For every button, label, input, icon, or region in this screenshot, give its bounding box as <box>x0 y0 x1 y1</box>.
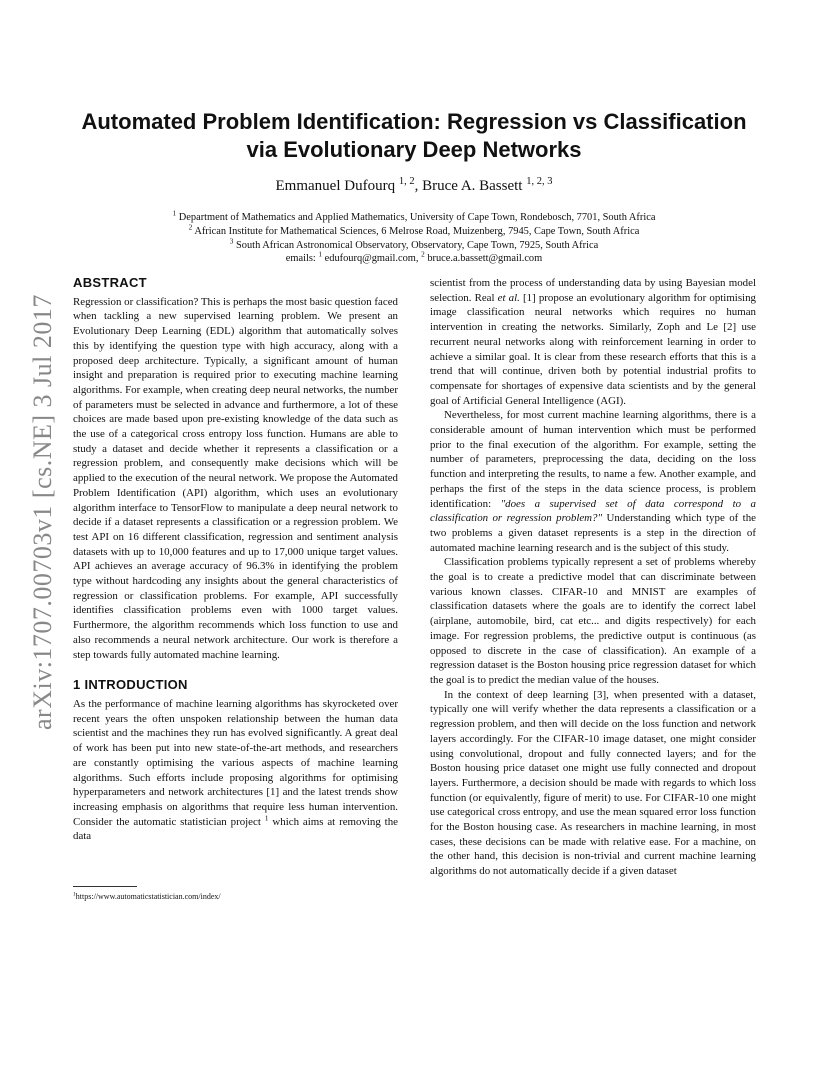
paragraph-text: Understanding which type of the two problems a given dataset represents is a step in the direction of automated machine learning research and is the subject of this study. <box>430 512 756 554</box>
author-affiliation-marks: 1, 2, 3 <box>526 176 553 187</box>
email-mark: 1 <box>318 250 323 259</box>
emphasis-text: et al. <box>497 291 520 304</box>
author-affiliation-marks: 1, 2 <box>398 176 415 187</box>
email-address[interactable]: bruce.a.bassett@gmail.com <box>427 253 543 265</box>
affiliation-line <box>0 225 828 239</box>
paragraph-text: Nevertheless, for most current machine learning algorithms, there is a considerable amount of human intervention which must be performed prior to the final execution of the algorithm. For example, setting the number of parameters, preprocessing the data, deciding on the loss function and interpreting the results, to name a few. Another example, and perhaps the first of the steps in the data science process, is problem identification: <box>430 409 756 510</box>
introduction-heading: 1 INTRODUCTION <box>73 677 188 693</box>
right-column <box>430 276 756 879</box>
arxiv-identifier: arXiv:1707.00703v1 [cs.NE] 3 Jul 2017 <box>28 294 57 730</box>
affiliations <box>0 211 828 266</box>
emphasis-text: "does a supervised set of data correspond to a classification or regression problem?" <box>430 497 756 525</box>
abstract-heading: ABSTRACT <box>73 275 147 290</box>
affiliation-mark: 3 <box>229 237 234 246</box>
paragraph <box>430 276 756 408</box>
intro-text: which aims at removing the data <box>73 815 398 843</box>
email-mark: 2 <box>421 250 425 259</box>
email-address[interactable]: edufourq@gmail.com, <box>324 253 419 265</box>
affiliation-line <box>0 239 828 253</box>
paragraph: In the context of deep learning [3], when presented with a dataset, typically one will verify whether the data represents a classification or a regression problem, and then will decide on the loss function and network layers accordingly. For the CIFAR-10 image dataset, one might consider using convolutional, dropout and fully connected layers; and for the Boston housing price dataset one might use fully connected and dropout layers. Furthermore, a decision should be made with regards to which loss function (or equivalently, figure of merit) to use. For CIFAR-10 one might use categorical cross entropy, and use the mean squared error loss function for the Boston housing case. As researchers in machine learning, in most cases, these decisions can be made with relative ease. For a machine, on the other hand, this decision is non-trivial and current machine learning algorithms do not automatically decide if a given dataset <box>430 688 756 878</box>
affiliation-text: South African Astronomical Observatory, Observatory, Cape Town, 7925, South Africa <box>236 239 599 251</box>
footnote-rule <box>73 886 137 887</box>
paragraph-text: [1] propose an evolutionary algorithm for optimising image classification neural networks which requires no human intervention in creating the networks. Similarly, Zoph and Le [2] use recurrent neural networks along with reinforcement learning in order to achieve a similar goal. It is clear from these research efforts that this is a trend that will continue, driven both by potential industrial profits to compensate for shortages of expensive data scientists and by the general goal of Artificial General Intelligence (AGI). <box>430 291 756 407</box>
paragraph: Classification problems typically represent a set of problems whereby the goal is to create a predictive model that can discriminate between various known classes. CIFAR-10 and MNIST are examples of classification datasets where the goals are to identify the correct label (airplane, automobile, bird, cat etc... and digits respectively) for each image. For regression problems, the predictive output is continuous (as opposed to discrete in the case of classification). An example of a regression dataset is the Boston housing price regression dataset for which the goal is to predict the median value of the houses. <box>430 556 756 686</box>
paragraph-text: scientist from the process of understanding data by using Bayesian model selection. Real <box>430 277 756 304</box>
footnote <box>73 892 221 901</box>
author-list: Emmanuel Dufourq $^{1, 2}$, Bruce A. Bassett $^{1, 2, 3}$ <box>275 176 553 194</box>
author-name: Bruce A. Bassett <box>422 178 523 194</box>
author-name: Emmanuel Dufourq <box>275 178 396 194</box>
affiliation-text: Department of Mathematics and Applied Mathematics, University of Cape Town, Rondebosch, 7701, South Africa <box>178 212 656 223</box>
affiliation-mark: 2 <box>188 223 193 232</box>
affiliation-line <box>0 211 828 225</box>
intro-text: As the performance of machine learning algorithms has skyrocketed over recent years the often unspoken relationship between the human data scientist and the machines they run has evolved significantly. A great deal of work has been put into new state-of-the-art methods, and researchers are constantly optimising the various aspects of machine learning algorithms. Such efforts include proposing algorithms for optimising hyperparameters and network architectures [1] and the latest trends show increasing emphasis on algorithms that require less human intervention. Consider the automatic statistician project <box>73 697 398 828</box>
email-line <box>0 252 828 266</box>
affiliation-text: African Institute for Mathematical Sciences, 6 Melrose Road, Muizenberg, 7945, Cape Town, South Africa <box>194 225 640 237</box>
paper-title <box>0 108 828 164</box>
footnote-url[interactable]: https://www.automaticstatistician.com/index/ <box>75 892 221 901</box>
footnote-mark: 1 <box>73 891 76 898</box>
paragraph <box>430 408 756 555</box>
affiliation-mark: 1 <box>172 209 177 218</box>
abstract-text: Regression or classification? This is perhaps the most basic question faced when tackling a new supervised learning problem. We present an Evolutionary Deep Learning (EDL) algorithm that automatically solves this by identifying the question type with high accuracy, along with a proposed deep architecture. Typically, a significant amount of human insight and preparation is required prior to executing machine learning algorithms. For example, when creating deep neural networks, the number of parameters must be selected in advance and furthermore, a lot of these choices are made based upon pre-existing knowledge of the data such as the use of a categorical cross entropy loss function. Humans are able to study a dataset and decide whether it represents a classification or a regression problem, and consequently make decisions which will be applied to the execution of the neural network. We propose the Automated Problem Identification (API) algorithm, which uses an evolutionary algorithm interface to TensorFlow to manipulate a deep neural network to decide if a dataset represents a classification or a regression problem. We test API on 16 different classification, regression and sentiment analysis datasets with up to 10,000 features and up to 17,000 unique target values. API achieves an average accuracy of 96.3% in identifying the problem type without hardcoding any insights about the general characteristics of regression or classification problems. For example, API successfully identifies classification problems even with 1000 target values. Furthermore, the algorithm recommends which loss function to use and also recommends a neural network architecture. Our work is therefore a step towards fully automated machine learning. <box>73 295 398 661</box>
title-line-2: via Evolutionary Deep Networks <box>246 137 582 162</box>
emails-label: emails: <box>285 253 316 265</box>
left-column <box>73 276 398 844</box>
intro-paragraph <box>73 697 398 844</box>
footnote-mark: 1 <box>264 812 269 822</box>
title-line-1: Automated Problem Identification: Regression vs Classification <box>81 109 747 134</box>
